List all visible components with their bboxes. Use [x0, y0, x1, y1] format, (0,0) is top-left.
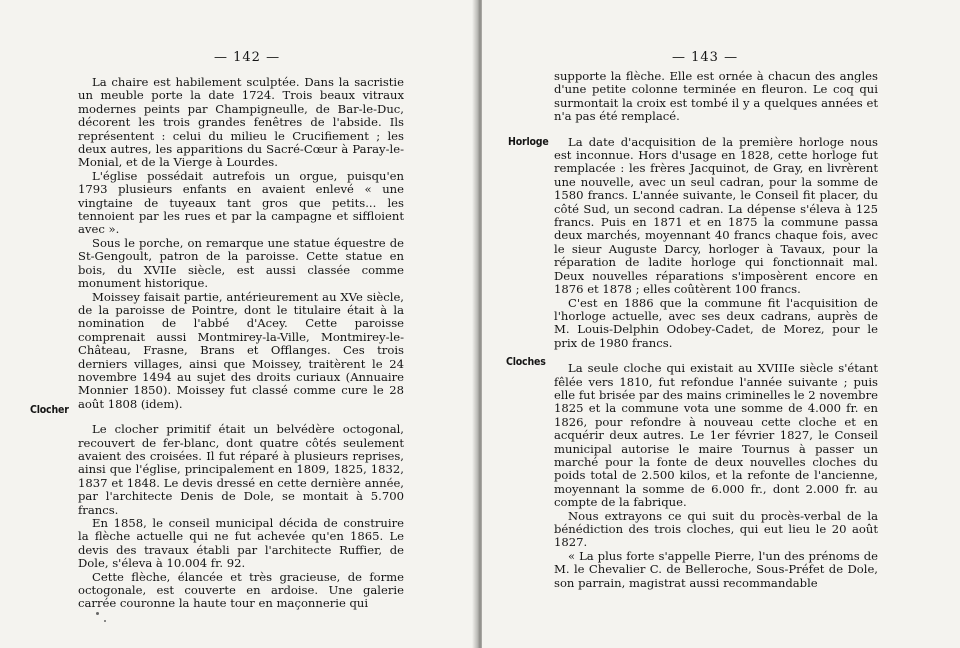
paragraph: supporte la flèche. Elle est ornée à chacun des angles d'une petite colonne terminée en fleuron. Le coq qui surmontait la croix est tombé il y a quelques années et n'a pas été remplacé.	[554, 69, 878, 124]
paragraph: L'église possédait autrefois un orgue, puisqu'en 1793 plusieurs enfants en avaient enlevé « une vingtaine de tuyeaux tant gros que petits... les tennoient par les rues et par la campagne et siffloient avec ».	[78, 168, 404, 237]
print-speck	[104, 620, 106, 622]
paragraph: Le clocher primitif était un belvédère octogonal, recouvert de fer-blanc, dont quatre côtés seulement avaient des croisées. Il fut réparé à plusieurs reprises, ainsi que l'église, principalement en 1809, 1825, 1832, 1837 et 1848. Le devis dressé en cette dernière année, par l'architecte Denis de Dole, se montait à 5.700 francs.	[78, 422, 404, 517]
left-page	[0, 0, 478, 648]
margin-note-horloge: Horloge	[508, 136, 549, 148]
margin-note-cloches: Cloches	[506, 356, 546, 368]
page-body	[554, 70, 878, 590]
page-number: — 142 —	[214, 50, 281, 65]
page-number: — 143 —	[672, 50, 739, 65]
margin-note-clocher: Clocher	[30, 404, 69, 416]
paragraph: La chaire est habilement sculptée. Dans la sacristie un meuble porte la date 1724. Trois beaux vitraux modernes peints par Champigneulle, de Bar-le-Duc, décorent les trois grandes fenêtres de l'abside. Ils représentent : celui du milieu le Crucifiement ; les deux autres, les apparitions du Sacré-Cœur à Paray-le-Monial, et de la Vierge à Lourdes.	[78, 75, 404, 170]
print-speck	[96, 612, 99, 615]
paragraph: Cette flèche, élancée et très gracieuse, de forme octogonale, est couverte en ardoise. Une galerie carrée couronne la haute tour en maçonnerie qui	[78, 569, 404, 611]
paragraph: La seule cloche qui existait au XVIIIe siècle s'étant fêlée vers 1810, fut refondue l'année suivante ; puis elle fut brisée par des mains criminelles le 2 novembre 1825 et la commune vota une somme de 4.000 fr. en 1826, pour refondre à nouveau cette cloche et en acquérir deux autres. Le 1er février 1827, le Conseil municipal autorise le maire Tournus à passer un marché pour la fonte de deux nouvelles cloches du poids total de 2.500 kilos, et la refonte de l'ancienne, moyennant la somme de 6.000 fr., dont 2.000 fr. au compte de la fabrique.	[554, 361, 878, 510]
paragraph: « La plus forte s'appelle Pierre, l'un des prénoms de M. le Chevalier C. de Belleroche, Sous-Préfet de Dole, son parrain, magistrat aussi recommandable	[554, 548, 878, 590]
right-page	[482, 0, 960, 648]
paragraph: Sous le porche, on remarque une statue équestre de St-Gengoult, patron de la paroisse. Cette statue en bois, du XVIIe siècle, est aussi classée comme monument historique.	[78, 235, 404, 291]
paragraph: C'est en 1886 que la commune fit l'acquisition de l'horloge actuelle, avec ses deux cadrans, auprès de M. Louis-Delphin Odobey-Cadet, de Morez, pour le prix de 1980 francs.	[554, 295, 878, 350]
paragraph: La date d'acquisition de la première horloge nous est inconnue. Hors d'usage en 1828, cette horloge fut remplacée : les frères Jacquinot, de Gray, en livrèrent une nouvelle, avec un seul cadran, pour la somme de 1580 francs. L'année suivante, le Conseil fit placer, du côté Sud, un second cadran. La dépense s'éleva à 125 francs. Puis en 1871 et en 1875 la commune passa deux marchés, moyennant 40 francs chaque fois, avec le sieur Auguste Darcy, horloger à Tavaux, pour la réparation de ladite horloge qui fonctionnait mal. Deux nouvelles réparations s'imposèrent encore en 1876 et 1878 ; elles coûtèrent 100 francs.	[554, 134, 878, 297]
paragraph: Moissey faisait partie, antérieurement au XVe siècle, de la paroisse de Pointre, dont le titulaire était à la nomination de l'abbé d'Acey. Cette paroisse comprenait aussi Montmirey-la-Ville, Montmirey-le-Château, Frasne, Brans et Offlanges. Ces trois derniers villages, ainsi que Moissey, traitèrent le 24 novembre 1494 au sujet des droits curiaux (Annuaire Monnier 1850). Moissey fut classé comme cure le 28 août 1808 (idem).	[78, 289, 404, 411]
paragraph: En 1858, le conseil municipal décida de construire la flèche actuelle qui ne fut achevée qu'en 1865. Le devis des travaux établi par l'architecte Ruffier, de Dole, s'éleva à 10.004 fr. 92.	[78, 516, 404, 571]
page-body	[78, 76, 404, 611]
paragraph: Nous extrayons ce qui suit du procès-verbal de la bénédiction des trois cloches, qui eut lieu le 20 août 1827.	[554, 508, 878, 550]
